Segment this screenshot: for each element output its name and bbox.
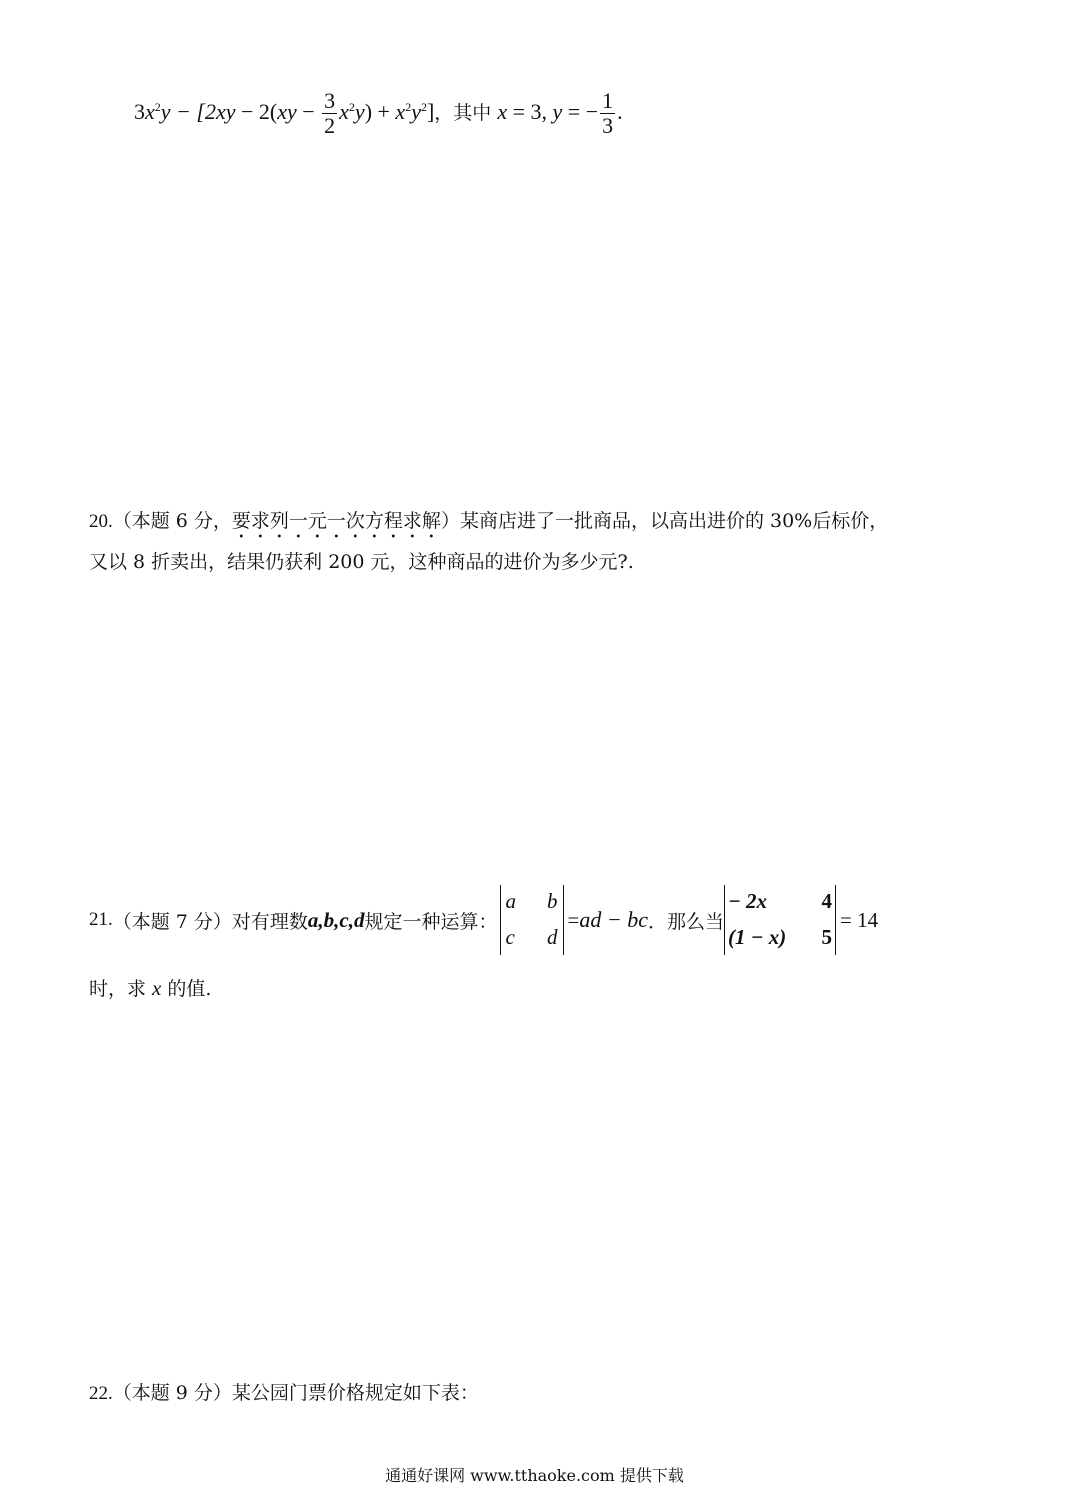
question-number: 22.: [89, 1383, 113, 1404]
determinant-cell: (1 − x): [728, 925, 787, 949]
fraction-numerator: 1: [602, 88, 614, 114]
expr-var: y: [552, 99, 563, 124]
determinant-cell: b: [547, 889, 558, 913]
expression-line: [134, 84, 623, 141]
expr-exp: 2: [154, 100, 161, 114]
question-text: 时，求: [89, 978, 153, 1000]
variable-list: a,b,c,d: [307, 907, 365, 932]
expr-part: = 3,: [507, 99, 553, 124]
expr-var: y: [354, 99, 365, 124]
expr-part: = −: [562, 99, 599, 124]
expr-var: x: [145, 99, 155, 124]
question-20-line1: [89, 506, 888, 543]
expr-part: y − [2: [160, 99, 216, 124]
question-score: （本题 7 分）对有理数: [112, 910, 308, 933]
expr-exp: 2: [405, 100, 412, 114]
expr-fraction: [322, 89, 337, 138]
question-21-line1: [89, 884, 878, 956]
determinant-formula: ad − bc: [579, 907, 648, 932]
expr-period: .: [617, 99, 623, 124]
determinant-cell: − 2x: [728, 889, 767, 913]
question-21-line2: [89, 973, 211, 1004]
expr-var: y: [411, 99, 421, 124]
question-score: （本题 6 分，: [112, 510, 232, 532]
question-requirement: 要求列一元一次方程求解: [231, 510, 441, 532]
fraction-denominator: 2: [324, 113, 336, 139]
determinant-cell: a: [505, 889, 517, 913]
question-number: 21.: [89, 909, 113, 930]
equals-value: = 14: [840, 907, 879, 932]
expr-coef: 3: [134, 99, 145, 124]
question-text: ）: [440, 510, 460, 532]
expr-var: x: [339, 99, 349, 124]
question-text: 的值.: [161, 978, 212, 1000]
determinant-left-bar: [500, 885, 501, 955]
page-footer: 通通好课网 www.tthaoke.com 提供下载: [385, 1466, 684, 1485]
expr-part: ]: [426, 99, 435, 124]
determinant-right-bar: [835, 885, 836, 955]
question-text: （本题 9 分）某公园门票价格规定如下表：: [112, 1382, 479, 1404]
question-number: 20.: [89, 511, 113, 532]
question-text: ．那么当: [647, 910, 724, 933]
condition-fraction: [600, 89, 615, 138]
determinant-left-bar: [724, 885, 725, 955]
condition-text: ，其中: [434, 102, 498, 124]
expr-part: ) +: [364, 99, 396, 124]
expr-part: xy: [277, 99, 297, 124]
determinant-right-bar: [563, 885, 564, 955]
expr-part: − 2(: [235, 99, 278, 124]
expr-part: −: [296, 99, 321, 124]
determinant-cell: c: [505, 925, 515, 949]
determinant-cell: d: [547, 925, 558, 949]
determinant-cell: 5: [821, 925, 832, 949]
variable-x: x: [152, 976, 162, 1000]
determinant-cell: 4: [821, 889, 832, 913]
expr-exp: 2: [348, 100, 355, 114]
question-text: 规定一种运算：: [364, 910, 498, 933]
expr-part: xy: [215, 99, 236, 124]
question-22-line: [89, 1378, 479, 1409]
determinant-definition: [500, 885, 564, 955]
expr-var: x: [497, 99, 508, 124]
equals-sign: =: [567, 907, 580, 932]
expr-var: x: [395, 99, 406, 124]
question-20-line2: 又以 8 折卖出，结果仍获利 200 元，这种商品的进价为多少元?.: [89, 551, 634, 573]
fraction-numerator: 3: [324, 88, 336, 114]
determinant-problem: [724, 885, 836, 955]
question-text: 某商店进了一批商品，以高出进价的 30%后标价，: [459, 510, 889, 532]
fraction-denominator: 3: [602, 113, 614, 139]
expr-exp: 2: [420, 100, 427, 114]
